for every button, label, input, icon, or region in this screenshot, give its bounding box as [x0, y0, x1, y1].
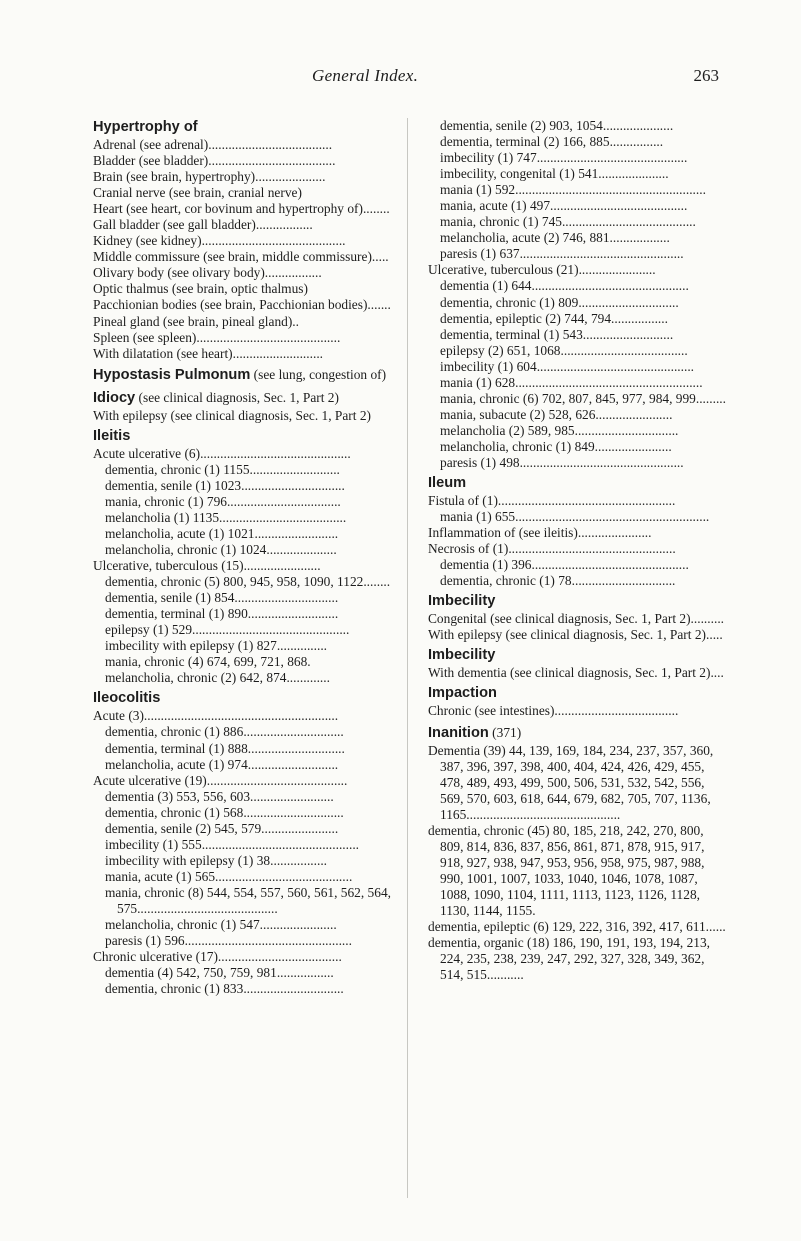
index-subentry: dementia, chronic (1) 833..............................	[105, 981, 344, 997]
index-subentry: mania, chronic (4) 674, 699, 721, 868.	[105, 654, 311, 670]
index-subentry: dementia, senile (2) 903, 1054.....................	[440, 118, 674, 133]
index-subentry: dementia (1) 396...............................................	[440, 557, 689, 573]
index-subentry: mania, chronic (1) 745........................................	[440, 214, 696, 230]
index-heading-title: Ileocolitis	[93, 690, 161, 707]
index-subentry: dementia, terminal (1) 888.............................	[105, 740, 345, 756]
index-entry: Ulcerative, tuberculous (21).......................	[428, 262, 656, 278]
index-entry: Cranial nerve (see brain, cranial nerve)	[93, 185, 302, 201]
index-column-left	[93, 118, 391, 997]
index-subentry: imbecility (1) 604...............................................	[440, 358, 695, 374]
index-entry: Brain (see brain, hypertrophy).....................	[93, 169, 326, 185]
index-subentry: mania (1) 628........................................................	[440, 374, 703, 390]
index-heading	[428, 646, 726, 665]
index-entry: Acute ulcerative (19)..........................................	[93, 772, 348, 788]
index-heading-title: Hypostasis Pulmonum	[93, 366, 251, 383]
index-entry: Congenital (see clinical diagnosis, Sec. 1, Part 2)..........	[428, 611, 725, 627]
index-subentry: melancholia, acute (2) 746, 881..................	[440, 230, 670, 246]
index-entry: Olivary body (see olivary body).................	[93, 265, 322, 281]
index-subentry: dementia (4) 542, 750, 759, 981.................	[105, 965, 334, 981]
index-subentry: imbecility with epilepsy (1) 827...............	[105, 638, 328, 654]
index-entry: Chronic ulcerative (17).....................................	[93, 949, 342, 965]
index-subentry: dementia, chronic (1) 886..............................	[105, 724, 344, 740]
index-heading	[93, 689, 391, 708]
index-heading	[428, 684, 726, 703]
index-entry: Fistula of (1).....................................................	[428, 493, 676, 509]
index-subentry: mania, chronic (1) 796..................................	[105, 493, 341, 509]
index-entry: Acute (3)..........................................................	[93, 708, 339, 724]
index-entry: dementia, organic (18) 186, 190, 191, 193, 194, 213, 224, 235, 238, 239, 247, 292, 327, 328, 349, 362, 514, 515...........	[428, 935, 711, 983]
index-heading-note: (371)	[488, 724, 522, 740]
index-heading-title: Imbecility	[428, 647, 496, 664]
index-subentry: mania, subacute (2) 528, 626.......................	[440, 406, 673, 422]
index-subentry: imbecility (1) 747.............................................	[440, 150, 688, 166]
index-subentry: melancholia, chronic (1) 1024.....................	[105, 541, 337, 557]
index-subentry: mania, acute (1) 565.........................................	[105, 868, 353, 884]
index-heading	[428, 723, 726, 743]
index-entry: Acute ulcerative (6).............................................	[93, 445, 351, 461]
index-subentry: dementia (3) 553, 556, 603.........................	[105, 788, 334, 804]
index-heading	[93, 388, 391, 408]
index-entry: With epilepsy (see clinical diagnosis, Sec. 1, Part 2).....	[428, 627, 723, 643]
index-entry: Necrosis of (1)..................................................	[428, 541, 676, 557]
column-divider	[407, 118, 408, 1198]
index-entry: Kidney (see kidney)...........................................	[93, 233, 346, 249]
index-subentry: dementia, chronic (1) 568..............................	[105, 804, 344, 820]
index-subentry: melancholia (1) 1135......................................	[105, 509, 347, 525]
index-subentry: melancholia, chronic (2) 642, 874.............	[105, 670, 330, 686]
index-subentry: paresis (1) 596..................................................	[105, 933, 352, 949]
index-entry: With epilepsy (see clinical diagnosis, Sec. 1, Part 2)	[93, 407, 371, 423]
index-subentry: epilepsy (2) 651, 1068......................................	[440, 342, 688, 358]
index-entry: Pacchionian bodies (see brain, Pacchionian bodies).......	[93, 297, 391, 313]
index-subentry: melancholia, acute (1) 1021.........................	[105, 525, 339, 541]
index-subentry: melancholia, chronic (1) 547.......................	[105, 917, 337, 933]
index-heading-title: Imbecility	[428, 593, 496, 610]
index-subentry: dementia (1) 644...............................................	[440, 278, 689, 294]
index-subentry: dementia, terminal (2) 166, 885................	[440, 134, 664, 150]
index-subentry: paresis (1) 637.................................................	[440, 246, 684, 262]
index-entry: dementia, chronic (45) 80, 185, 218, 242, 270, 800, 809, 814, 836, 837, 856, 861, 871, 878, 915, 917, 918, 927, 938, 947, 953, 956, 958, 975, 987, 988, 990, 1001, 1007, 1033, 1040, 1046, 1078, 1087, 1088, 1090, 1104, 1111, 1113, 1123, 1126, 1128, 1130, 1144, 1155.	[428, 822, 705, 918]
index-entry: With dementia (see clinical diagnosis, Sec. 1, Part 2)....	[428, 665, 724, 681]
index-subentry: dementia, senile (1) 854...............................	[105, 590, 339, 606]
index-subentry: mania, chronic (6) 702, 807, 845, 977, 984, 999.........	[440, 390, 726, 406]
index-heading	[93, 365, 391, 385]
index-heading-title: Hypertrophy of	[93, 119, 198, 135]
index-subentry: mania (1) 655..........................................................	[440, 509, 710, 525]
index-heading-title: Inanition	[428, 724, 489, 741]
index-entry: Bladder (see bladder)......................................	[93, 153, 336, 169]
index-heading	[428, 592, 726, 611]
index-subentry: dementia, chronic (1) 809..............................	[440, 294, 679, 310]
index-entry: Pineal gland (see brain, pineal gland)..	[93, 313, 299, 329]
index-subentry: dementia, chronic (1) 1155...........................	[105, 461, 340, 477]
index-subentry: epilepsy (1) 529...............................................	[105, 622, 350, 638]
index-entry: Middle commissure (see brain, middle commissure).....	[93, 249, 389, 265]
index-subentry: melancholia, chronic (1) 849.......................	[440, 438, 672, 454]
running-head	[0, 66, 801, 86]
index-subentry: mania (1) 592.........................................................	[440, 182, 706, 198]
index-heading-note: (see clinical diagnosis, Sec. 1, Part 2)	[135, 389, 339, 405]
index-subentry: dementia, terminal (1) 543...........................	[440, 326, 674, 342]
index-subentry: paresis (1) 498.................................................	[440, 454, 684, 470]
index-heading-title: Impaction	[428, 685, 497, 702]
index-heading	[93, 427, 391, 446]
index-heading	[428, 474, 726, 493]
index-entry: dementia, epileptic (6) 129, 222, 316, 392, 417, 611......	[428, 919, 726, 935]
index-heading-note: (see lung, congestion of)	[250, 366, 387, 382]
index-entry: Spleen (see spleen)...........................................	[93, 329, 341, 345]
index-entry: With dilatation (see heart)...........................	[93, 345, 324, 361]
index-subentry: imbecility, congenital (1) 541.....................	[440, 166, 669, 182]
index-entry: Ulcerative, tuberculous (15).......................	[93, 558, 321, 574]
index-heading-title: Idiocy	[93, 389, 136, 406]
index-subentry: melancholia (2) 589, 985...............................	[440, 422, 679, 438]
index-subentry: imbecility with epilepsy (1) 38.................	[105, 852, 328, 868]
index-entry: Dementia (39) 44, 139, 169, 184, 234, 237, 357, 360, 387, 396, 397, 398, 400, 404, 424, 426, 429, 455, 478, 489, 493, 499, 500, 506, 531, 532, 542, 556, 569, 570, 603, 618, 644, 679, 682, 705, 707, 1136, 1165..............................................	[428, 742, 714, 822]
index-entry: Gall bladder (see gall bladder).................	[93, 217, 313, 233]
index-subentry: dementia, senile (2) 545, 579.......................	[105, 820, 339, 836]
index-subentry: dementia, terminal (1) 890...........................	[105, 606, 339, 622]
index-heading	[93, 118, 391, 137]
index-subentry: melancholia, acute (1) 974...........................	[105, 756, 339, 772]
index-entry: Optic thalmus (see brain, optic thalmus)	[93, 281, 308, 297]
index-subentry: imbecility (1) 555...............................................	[105, 836, 360, 852]
index-subentry: dementia, senile (1) 1023...............................	[105, 477, 345, 493]
index-subentry: mania, acute (1) 497.........................................	[440, 198, 688, 214]
page-number: 263	[693, 66, 719, 85]
running-title: General Index.	[312, 66, 419, 85]
index-heading-title: Ileitis	[93, 427, 131, 444]
index-subentry: dementia, chronic (1) 78...............................	[440, 573, 676, 589]
index-subentry: mania, chronic (8) 544, 554, 557, 560, 561, 562, 564, 575..........................................	[105, 884, 391, 916]
index-entry: Heart (see heart, cor bovinum and hypertrophy of)........	[93, 201, 390, 217]
index-entry: Inflammation of (see ileitis)......................	[428, 525, 652, 541]
index-subentry: dementia, epileptic (2) 744, 794.................	[440, 310, 668, 326]
index-subentry: dementia, chronic (5) 800, 945, 958, 1090, 1122........	[105, 574, 391, 590]
index-column-right	[428, 118, 726, 983]
index-entry: Adrenal (see adrenal).....................................	[93, 137, 333, 152]
index-entry: Chronic (see intestines).....................................	[428, 703, 679, 719]
index-heading-title: Ileum	[428, 475, 467, 492]
